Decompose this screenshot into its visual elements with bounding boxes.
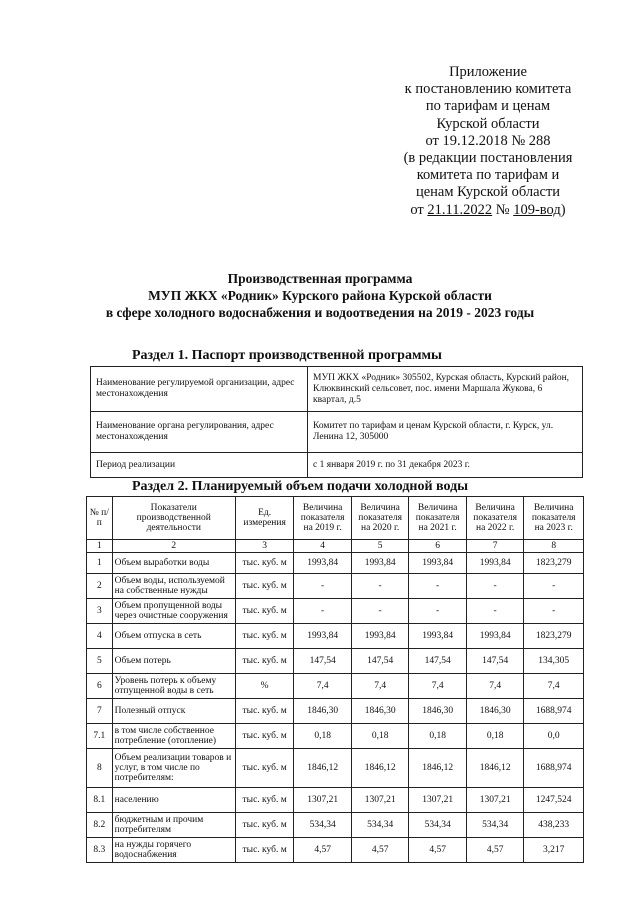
value-cell: 1993,84: [466, 553, 524, 574]
passport-label: Период реализации: [91, 453, 308, 478]
appendix-line: к постановлению комитета: [404, 81, 572, 98]
value-cell: 1993,84: [294, 553, 352, 574]
value-cell: 1846,12: [409, 749, 467, 788]
value-cell: 147,54: [351, 649, 409, 674]
value-cell: 534,34: [351, 813, 409, 838]
table-row: [87, 749, 584, 788]
column-header: Величина показателя на 2019 г.: [294, 497, 352, 540]
indicator-name: Объем выработки воды: [112, 553, 235, 574]
value-cell: 7,4: [409, 674, 467, 699]
table-row: [91, 453, 583, 478]
table-row: [87, 674, 584, 699]
section-1-heading: Раздел 1. Паспорт производственной программы: [132, 348, 442, 363]
value-cell: -: [409, 599, 467, 624]
indicator-name: в том числе собственное потребление (отопление): [112, 724, 235, 749]
passport-value: с 1 января 2019 г. по 31 декабря 2023 г.: [308, 453, 583, 478]
value-cell: 1307,21: [466, 788, 524, 813]
value-cell: -: [524, 574, 584, 599]
passport-value: МУП ЖКХ «Родник» 305502, Курская область, Курский район, Клюквинский сельсовет, пос. имени Маршала Жукова, 6 квартал, д.5: [308, 367, 583, 412]
value-cell: 4,57: [351, 838, 409, 863]
table-row: [87, 599, 584, 624]
value-cell: 147,54: [409, 649, 467, 674]
value-cell: 1846,30: [351, 699, 409, 724]
indicator-name: Объем пропущенной воды через очистные сооружения: [112, 599, 235, 624]
document-title: [60, 270, 580, 321]
value-cell: 0,18: [466, 724, 524, 749]
value-cell: 1993,84: [351, 624, 409, 649]
table-row: [87, 553, 584, 574]
table-row: [87, 788, 584, 813]
value-cell: -: [466, 574, 524, 599]
indicator-name: Объем отпуска в сеть: [112, 624, 235, 649]
appendix-last-line: [388, 202, 588, 219]
table-row: [87, 813, 584, 838]
row-number: 8.3: [87, 838, 113, 863]
value-cell: -: [524, 599, 584, 624]
indicator-name: населению: [112, 788, 235, 813]
appendix-line: Курской области: [436, 115, 540, 132]
value-cell: 1846,12: [294, 749, 352, 788]
column-index: 1: [87, 540, 113, 553]
column-index: 7: [466, 540, 524, 553]
appendix-line: комитета по тарифам и: [416, 167, 560, 184]
value-cell: 1307,21: [351, 788, 409, 813]
value-cell: 534,34: [294, 813, 352, 838]
value-cell: 534,34: [466, 813, 524, 838]
column-index: 6: [409, 540, 467, 553]
column-header: Показатели производственной деятельности: [112, 497, 235, 540]
value-cell: 7,4: [466, 674, 524, 699]
indicator-name: бюджетным и прочим потребителям: [112, 813, 235, 838]
value-cell: 1688,974: [524, 749, 584, 788]
value-cell: 1846,30: [294, 699, 352, 724]
value-cell: 147,54: [294, 649, 352, 674]
value-cell: 4,57: [466, 838, 524, 863]
unit-cell: тыс. куб. м: [235, 724, 294, 749]
value-cell: 147,54: [466, 649, 524, 674]
value-cell: 534,34: [409, 813, 467, 838]
column-header: Величина показателя на 2022 г.: [466, 497, 524, 540]
value-cell: 4,57: [409, 838, 467, 863]
indicator-name: Полезный отпуск: [112, 699, 235, 724]
unit-cell: %: [235, 674, 294, 699]
indicator-name: на нужды горячего водоснабжения: [112, 838, 235, 863]
section-2-heading: Раздел 2. Планируемый объем подачи холодной воды: [132, 479, 469, 494]
unit-cell: тыс. куб. м: [235, 574, 294, 599]
table-row: [91, 412, 583, 453]
indicator-name: Уровень потерь к объему отпущенной воды в сеть: [112, 674, 235, 699]
row-number: 1: [87, 553, 113, 574]
value-cell: 0,0: [524, 724, 584, 749]
value-cell: 1688,974: [524, 699, 584, 724]
value-cell: 3,217: [524, 838, 584, 863]
value-cell: -: [294, 574, 352, 599]
row-number: 2: [87, 574, 113, 599]
water-volume-table: [86, 496, 584, 863]
unit-cell: тыс. куб. м: [235, 813, 294, 838]
appendix-line: ценам Курской области: [415, 184, 561, 201]
column-header: Величина показателя на 2020 г.: [351, 497, 409, 540]
column-header: Величина показателя на 2021 г.: [409, 497, 467, 540]
column-header: Величина показателя на 2023 г.: [524, 497, 584, 540]
column-index: 3: [235, 540, 294, 553]
row-number: 8.2: [87, 813, 113, 838]
value-cell: 1307,21: [294, 788, 352, 813]
appendix-number: 109-вод: [513, 201, 561, 218]
passport-table: [90, 366, 583, 478]
value-cell: -: [294, 599, 352, 624]
value-cell: 4,57: [294, 838, 352, 863]
appendix-line: Приложение: [449, 64, 527, 80]
passport-label: Наименование регулируемой организации, адрес местонахождения: [91, 367, 308, 412]
appendix-last-prefix: от: [410, 201, 428, 218]
value-cell: -: [351, 574, 409, 599]
value-cell: 1993,84: [466, 624, 524, 649]
title-line-3: в сфере холодного водоснабжения и водоотведения на 2019 - 2023 годы: [105, 305, 535, 320]
value-cell: 7,4: [351, 674, 409, 699]
row-number: 8: [87, 749, 113, 788]
value-cell: 1846,30: [466, 699, 524, 724]
title-line-1: Производственная программа: [227, 271, 413, 286]
unit-cell: тыс. куб. м: [235, 699, 294, 724]
value-cell: 1993,84: [351, 553, 409, 574]
unit-cell: тыс. куб. м: [235, 838, 294, 863]
value-cell: 7,4: [294, 674, 352, 699]
value-cell: 0,18: [409, 724, 467, 749]
value-cell: 1823,279: [524, 624, 584, 649]
appendix-line: от 19.12.2018 № 288: [425, 132, 551, 149]
value-cell: 1247,524: [524, 788, 584, 813]
row-number: 6: [87, 674, 113, 699]
unit-cell: тыс. куб. м: [235, 649, 294, 674]
passport-value: Комитет по тарифам и ценам Курской области, г. Курск, ул. Ленина 12, 305000: [308, 412, 583, 453]
indicator-name: Объем потерь: [112, 649, 235, 674]
column-header: № п/п: [87, 497, 113, 540]
appendix-last-suffix: ): [560, 201, 566, 218]
value-cell: 0,18: [294, 724, 352, 749]
value-cell: 1993,84: [409, 624, 467, 649]
table-row: [87, 699, 584, 724]
indicator-name: Объем реализации товаров и услуг, в том числе по потребителям:: [112, 749, 235, 788]
column-index: 8: [524, 540, 584, 553]
table-row: [87, 624, 584, 649]
appendix-last-mid: №: [492, 201, 514, 218]
unit-cell: тыс. куб. м: [235, 749, 294, 788]
value-cell: 438,233: [524, 813, 584, 838]
table-row: [87, 838, 584, 863]
value-cell: -: [409, 574, 467, 599]
value-cell: 7,4: [524, 674, 584, 699]
value-cell: 1993,84: [409, 553, 467, 574]
value-cell: 0,18: [351, 724, 409, 749]
row-number: 8.1: [87, 788, 113, 813]
value-cell: 1823,279: [524, 553, 584, 574]
unit-cell: тыс. куб. м: [235, 788, 294, 813]
value-cell: 1307,21: [409, 788, 467, 813]
indicator-name: Объем воды, используемой на собственные нужды: [112, 574, 235, 599]
column-header: Ед. измерения: [235, 497, 294, 540]
value-cell: 1846,12: [466, 749, 524, 788]
unit-cell: тыс. куб. м: [235, 599, 294, 624]
table-row: [87, 724, 584, 749]
table-row: [91, 367, 583, 412]
appendix-line: по тарифам и ценам: [425, 98, 551, 115]
value-cell: 134,305: [524, 649, 584, 674]
table-row: [87, 574, 584, 599]
value-cell: -: [466, 599, 524, 624]
value-cell: 1993,84: [294, 624, 352, 649]
value-cell: 1846,12: [351, 749, 409, 788]
column-index: 5: [351, 540, 409, 553]
row-number: 7: [87, 699, 113, 724]
column-index: 4: [294, 540, 352, 553]
appendix-block: [388, 64, 588, 219]
table-header-row: [87, 497, 584, 540]
column-index: 2: [112, 540, 235, 553]
value-cell: 1846,30: [409, 699, 467, 724]
row-number: 3: [87, 599, 113, 624]
appendix-date: 21.11.2022: [427, 201, 493, 218]
row-number: 5: [87, 649, 113, 674]
unit-cell: тыс. куб. м: [235, 553, 294, 574]
passport-label: Наименование органа регулирования, адрес местонахождения: [91, 412, 308, 453]
column-index-row: [87, 540, 584, 553]
row-number: 4: [87, 624, 113, 649]
unit-cell: тыс. куб. м: [235, 624, 294, 649]
value-cell: -: [351, 599, 409, 624]
table-row: [87, 649, 584, 674]
row-number: 7.1: [87, 724, 113, 749]
title-line-2: МУП ЖКХ «Родник» Курского района Курской области: [148, 288, 492, 303]
appendix-line: (в редакции постановления: [403, 150, 573, 167]
